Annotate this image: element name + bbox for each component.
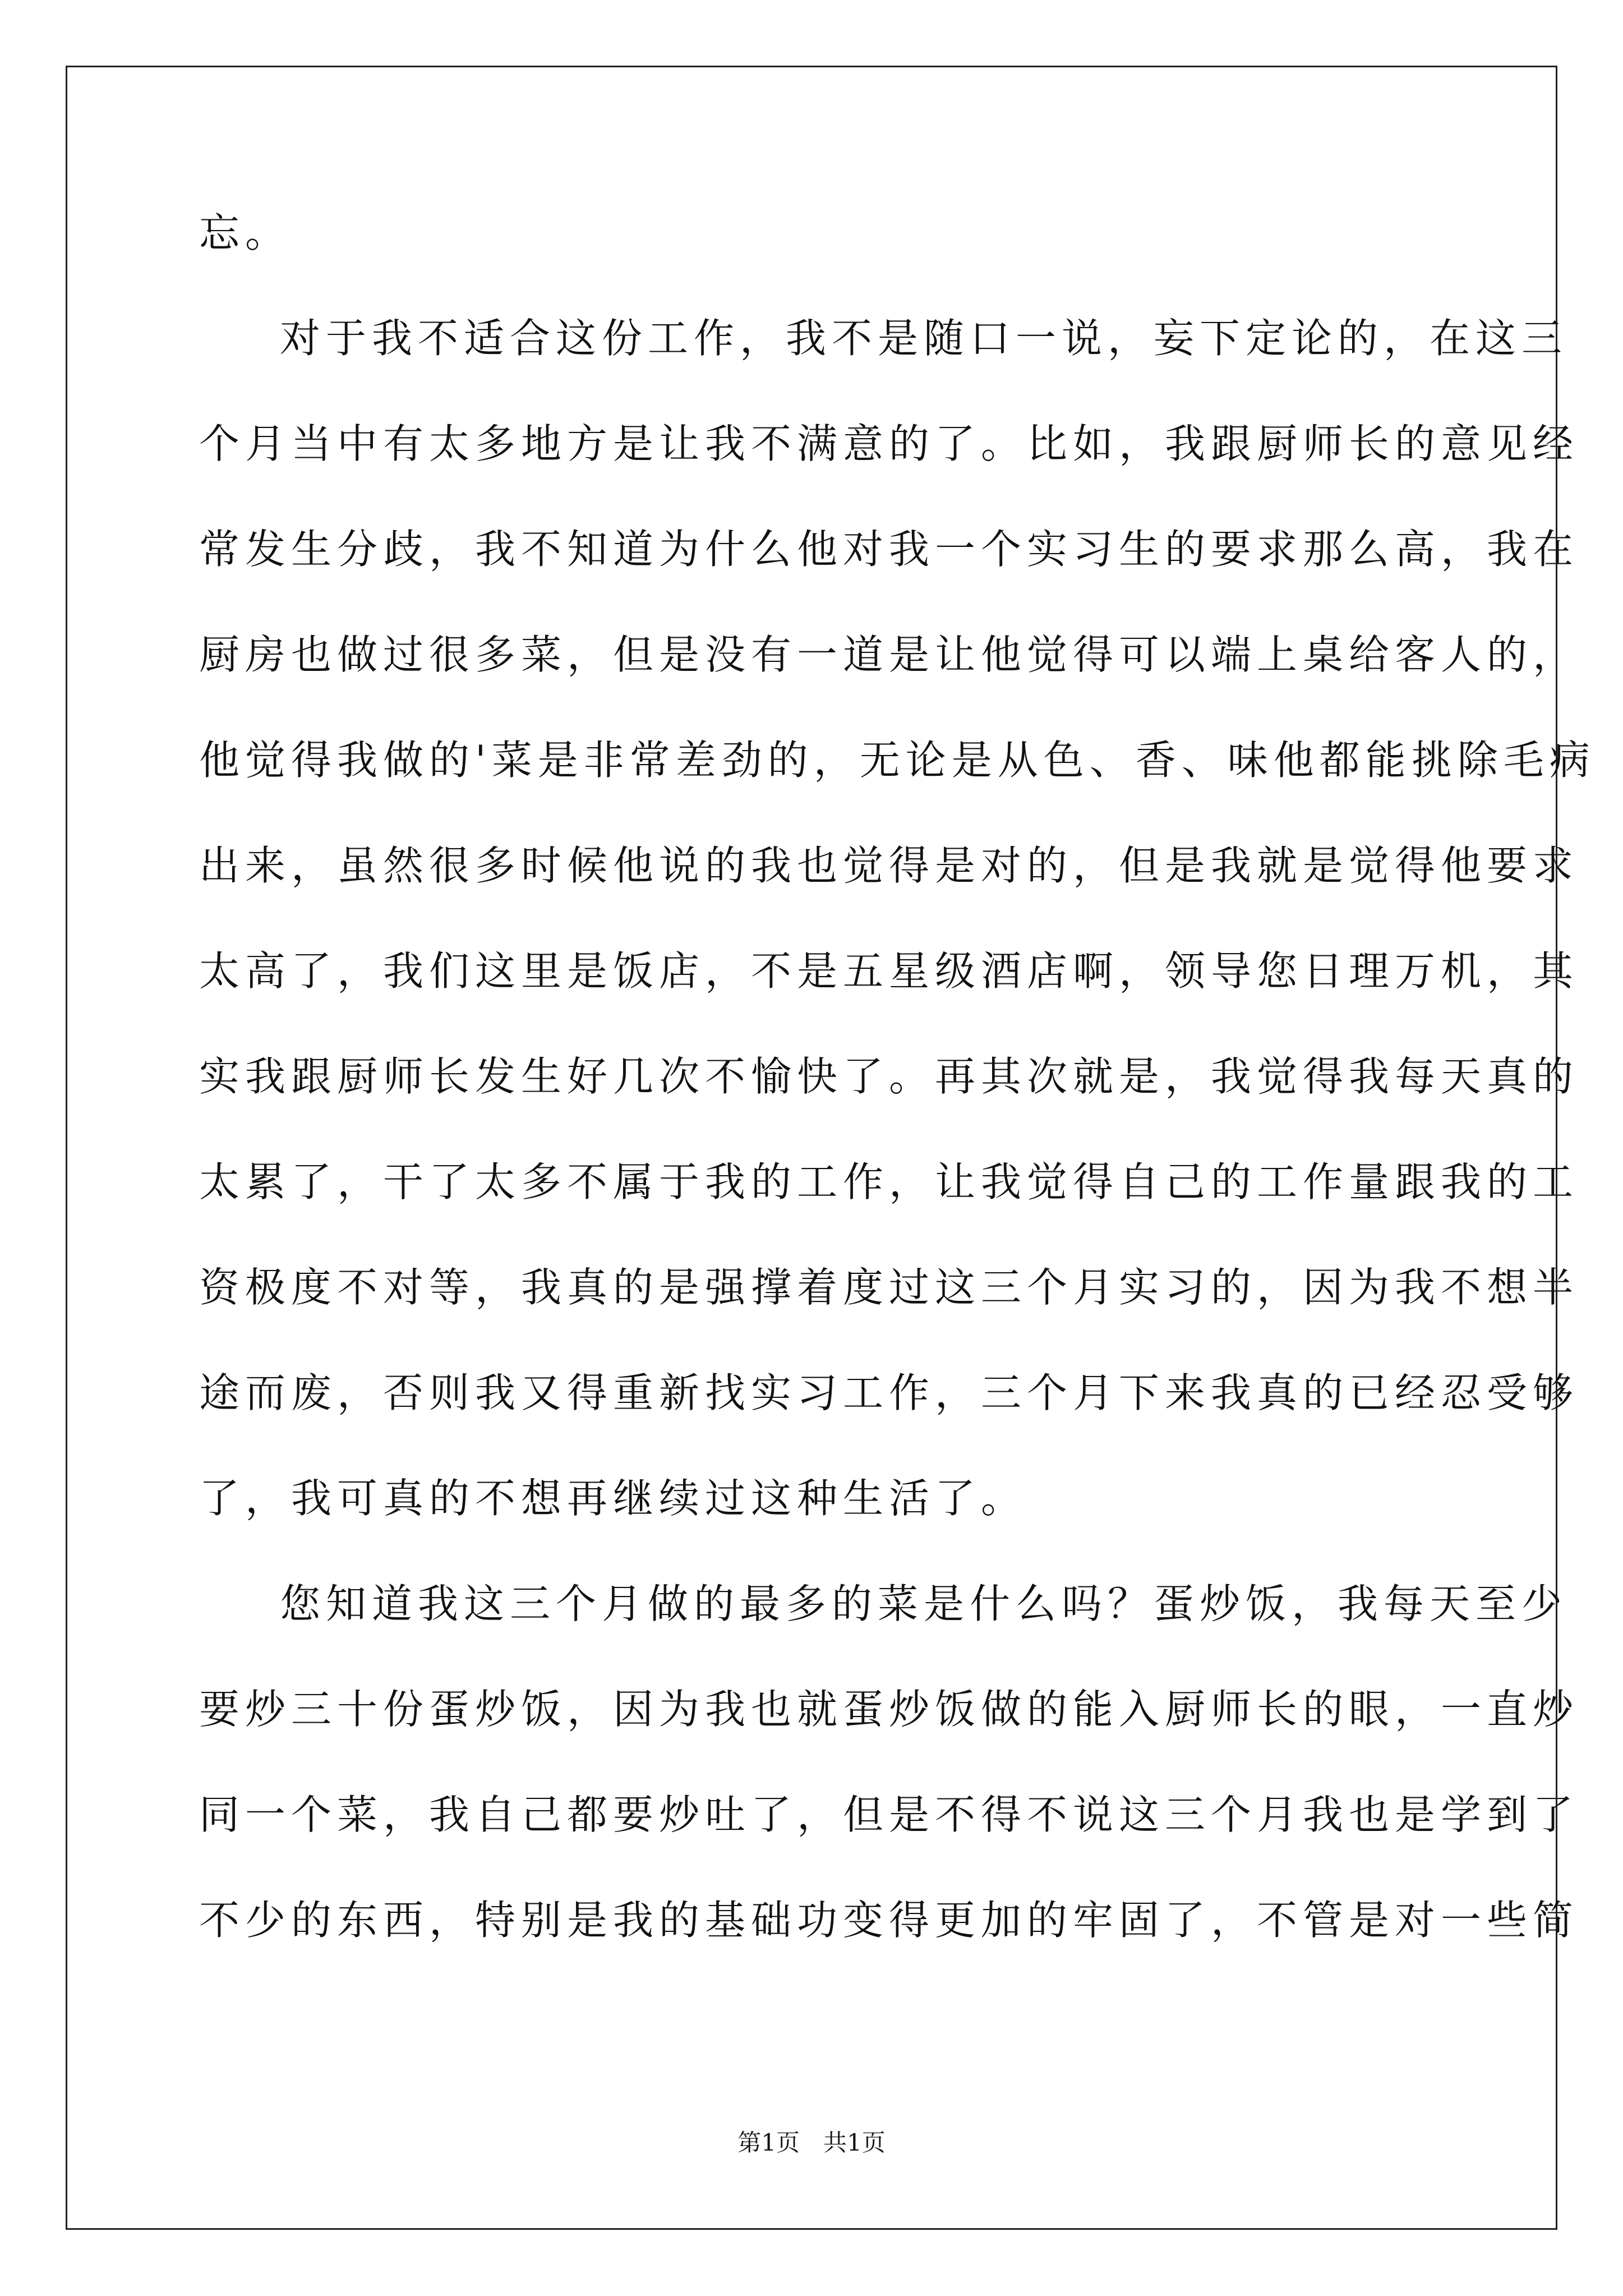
page-number-footer: 第1页 共1页 bbox=[737, 2129, 886, 2156]
text-line: 对于我不适合这份工作，我不是随口一说，妄下定论的，在这三 bbox=[280, 315, 1568, 362]
text-line: 忘。 bbox=[199, 209, 292, 256]
text-line: 实我跟厨师长发生好几次不愉快了。再其次就是，我觉得我每天真的 bbox=[199, 1053, 1579, 1100]
text-line: 常发生分歧，我不知道为什么他对我一个实习生的要求那么高，我在 bbox=[199, 526, 1579, 573]
text-line: 不少的东西，特别是我的基础功变得更加的牢固了，不管是对一些简 bbox=[199, 1897, 1579, 1944]
text-line: 途而废，否则我又得重新找实习工作，三个月下来我真的已经忍受够 bbox=[199, 1369, 1579, 1416]
text-line: 资极度不对等，我真的是强撑着度过这三个月实习的，因为我不想半 bbox=[199, 1264, 1579, 1311]
text-line: 个月当中有太多地方是让我不满意的了。比如，我跟厨师长的意见经 bbox=[199, 420, 1579, 467]
text-line: 要炒三十份蛋炒饭，因为我也就蛋炒饭做的能入厨师长的眼，一直炒 bbox=[199, 1686, 1579, 1733]
text-line: 了，我可真的不想再继续过这种生活了。 bbox=[199, 1475, 1027, 1522]
text-line: 太累了，干了太多不属于我的工作，让我觉得自己的工作量跟我的工 bbox=[199, 1158, 1579, 1205]
text-line: 出来，虽然很多时候他说的我也觉得是对的，但是我就是觉得他要求 bbox=[199, 842, 1579, 889]
text-line: 厨房也做过很多菜，但是没有一道是让他觉得可以端上桌给客人的， bbox=[199, 631, 1579, 678]
text-line: 同一个菜，我自己都要炒吐了，但是不得不说这三个月我也是学到了 bbox=[199, 1791, 1579, 1838]
text-line: 太高了，我们这里是饭店，不是五星级酒店啊，领导您日理万机，其 bbox=[199, 947, 1579, 995]
text-line: 他觉得我做的'菜是非常差劲的，无论是从色、香、味他都能挑除毛病 bbox=[199, 737, 1596, 784]
text-line: 您知道我这三个月做的最多的菜是什么吗？蛋炒饭，我每天至少 bbox=[280, 1580, 1568, 1627]
